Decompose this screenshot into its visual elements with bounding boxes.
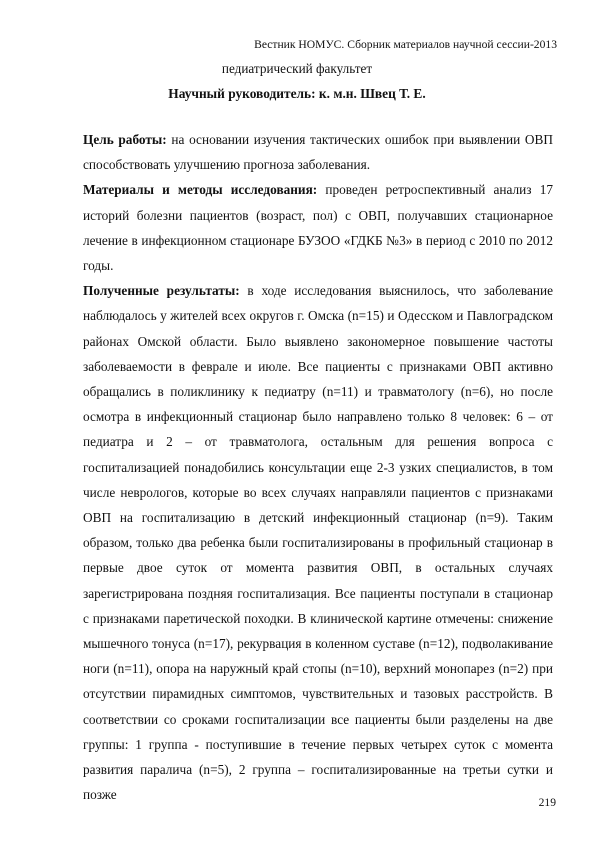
supervisor-line: Научный руководитель: к. м.н. Швец Т. Е.: [168, 86, 426, 101]
results-heading: Полученные результаты:: [83, 283, 240, 299]
goal-paragraph: [83, 127, 553, 177]
running-header: Вестник НОМУС. Сборник материалов научной сессии-2013: [254, 38, 557, 51]
methods-text: проведен ретроспективный анализ 17 историй болезни пациентов (возраст, пол) с ОВП, получавших стационарное лечение в инфекционном стационаре БУЗОО «ГДКБ №3» в период с 2010 по 2012 годы.: [83, 182, 553, 274]
results-text: в ходе исследования выяснилось, что заболевание наблюдалось у жителей всех округов г. Омска (n=15) и Одесском и Павлоградском районах Омской области. Было выявлено закономерное повышение частоты заболеваемости в феврале и июле. Все пациенты с признаками ОВП активно обращались в поликлинику к педиатру (n=11) и травматологу (n=6), но после осмотра в инфекционный стационар было направлено только 8 человек: 6 – от педиатра и 2 – от травматолога, остальным для решения вопроса с госпитализацией понадобились консультации еще 2-3 узких специалистов, в том числе неврологов, которые во всех случаях направляли пациентов с признаками ОВП на госпитализацию в детский инфекционный стационар (n=9). Таким образом, только два ребенка были госпитализированы в профильный стационар в первые двое суток от момента развития ОВП, в остальных случаях зарегистрирована поздняя госпитализация. Все пациенты поступали в стационар с признаками паретической походки. В клинической картине отмечены: снижение мышечного тонуса (n=17), рекурвация в коленном суставе (n=12), подволакивание ноги (n=11), опора на наружный край стопы (n=10), верхний монопарез (n=2) при отсутствии пирамидных симптомов, чувствительных и тазовых расстройств. В соответствии со сроками госпитализации все пациенты были разделены на две группы: 1 группа - поступившие в течение первых четырех суток с момента развития паралича (n=5), 2 группа – госпитализированные на третьи сутки и позже: [83, 283, 553, 803]
article-body: [83, 127, 553, 807]
results-paragraph: [83, 278, 553, 807]
goal-text: на основании изучения тактических ошибок при выявлении ОВП способствовать улучшению прогноза заболевания.: [83, 132, 553, 173]
methods-heading: Материалы и методы исследования:: [83, 182, 318, 198]
page-number: 219: [538, 796, 556, 809]
goal-heading: Цель работы:: [83, 132, 167, 147]
faculty-title: педиатрический факультет: [221, 61, 373, 76]
methods-paragraph: [83, 177, 553, 278]
